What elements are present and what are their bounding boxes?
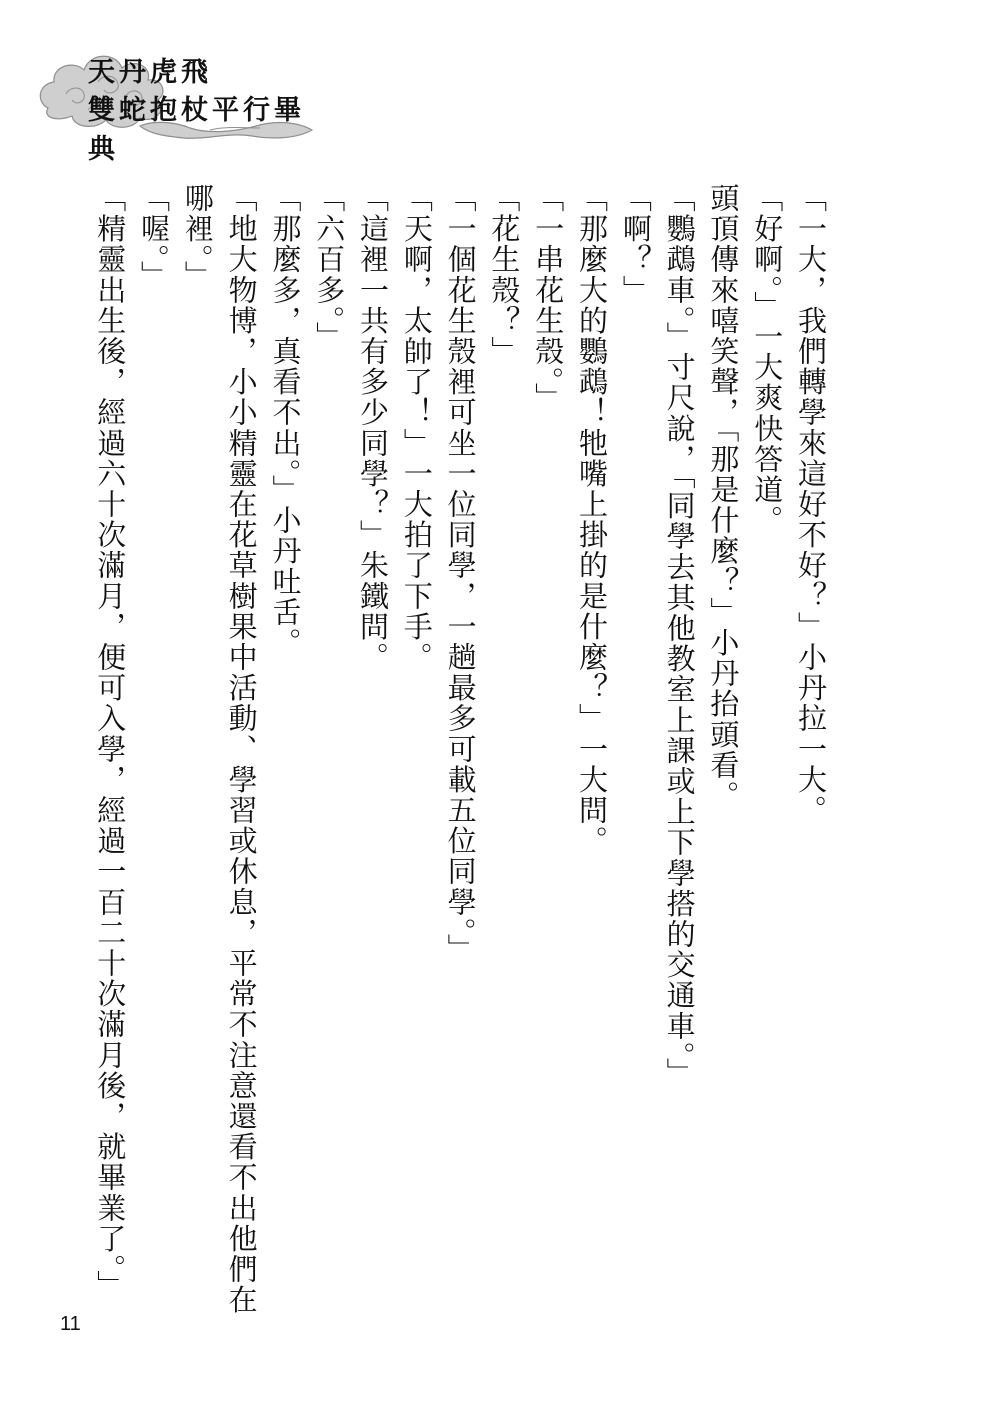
paragraph: 「那麼多，真看不出。」小丹吐舌。	[268, 183, 303, 659]
vertical-body-text	[93, 183, 832, 1333]
paragraph: 「天啊，太帥了！」一大拍了下手。	[399, 183, 434, 673]
paragraph: 「那麼大的鸚鵡！牠嘴上掛的是什麼？」一大問。	[575, 183, 610, 857]
paragraph: 「花生殼？」	[487, 183, 522, 367]
book-title-line2: 雙蛇抱杖平行畢典	[88, 95, 305, 165]
paragraph: 「鸚鵡車。」寸尺說，「同學去其他教室上課或上下學搭的交通車。」	[662, 183, 697, 1089]
paragraph: 「六百多。」	[312, 183, 347, 353]
paragraph: 頭頂傳來嘻笑聲，「那是什麼？」小丹抬頭看。	[706, 183, 741, 812]
paragraph: 「這裡一共有多少同學？」朱鐵問。	[356, 183, 391, 673]
page-header	[30, 30, 330, 165]
paragraph: 「一大，我們轉學來這好不好？」小丹拉一大。	[794, 183, 828, 826]
paragraph: 「地大物博，小小精靈在花草樹果中活動、學習或休息，平常不注意還看不出他們在哪裡。」	[180, 183, 259, 1316]
paragraph: 「喔。」	[137, 183, 172, 291]
paragraph: 「精靈出生後，經過六十次滿月，便可入學，經過一百二十次滿月後，就畢業了。」	[93, 183, 128, 1301]
book-title-line1: 天丹虎飛	[88, 57, 212, 88]
paragraph: 「好啊。」一大爽快答道。	[750, 183, 785, 536]
paragraph: 「啊？」	[618, 183, 653, 306]
page-number: 11	[60, 1313, 81, 1335]
paragraph: 「一個花生殼裡可坐一位同學，一趟最多可載五位同學。」	[443, 183, 478, 965]
paragraph: 「一串花生殼。」	[531, 183, 566, 414]
